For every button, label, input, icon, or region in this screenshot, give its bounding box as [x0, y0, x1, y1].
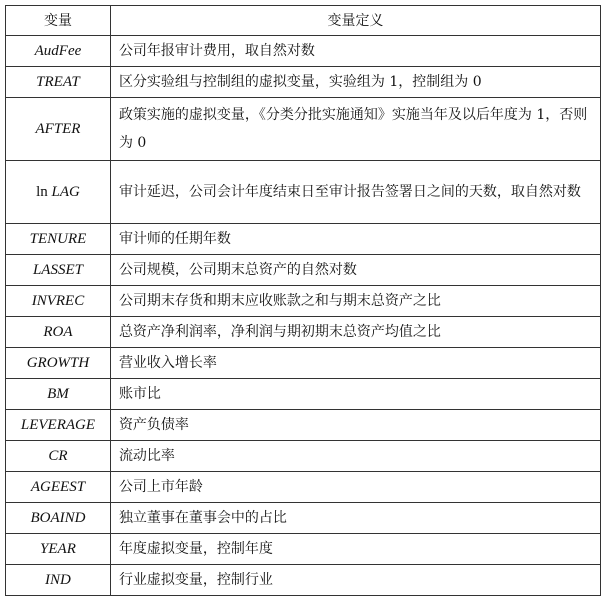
variable-symbol: AudFee — [34, 43, 82, 59]
variable-symbol: TENURE — [29, 231, 87, 247]
variable-definition: 公司规模，公司期末总资产的自然对数 — [110, 255, 600, 286]
table-row — [6, 503, 601, 534]
table-row — [6, 67, 601, 98]
variable-symbol: AGEEST — [30, 479, 86, 495]
variable-definition: 公司上市年龄 — [110, 472, 600, 503]
table-row — [6, 472, 601, 503]
variable-name — [6, 565, 111, 596]
variable-definition: 公司期末存货和期末应收账款之和与期末总资产之比 — [110, 286, 600, 317]
table-row — [6, 36, 601, 67]
variable-name — [6, 410, 111, 441]
variable-name — [6, 534, 111, 565]
table-row — [6, 255, 601, 286]
variable-definition: 审计延迟，公司会计年度结束日至审计报告签署日之间的天数，取自然对数 — [110, 161, 600, 224]
variable-symbol: AFTER — [35, 121, 81, 137]
variable-name — [6, 503, 111, 534]
variable-definition: 审计师的任期年数 — [110, 224, 600, 255]
variable-name — [6, 98, 111, 161]
variable-name — [6, 67, 111, 98]
variable-definition: 资产负债率 — [110, 410, 600, 441]
variable-definition-table — [5, 5, 601, 596]
variable-symbol: TREAT — [36, 74, 80, 90]
variable-definition: 账市比 — [110, 379, 600, 410]
variable-name — [6, 317, 111, 348]
table-header-row — [6, 6, 601, 36]
table-row — [6, 534, 601, 565]
header-definition: 变量定义 — [110, 6, 600, 36]
table-row — [6, 161, 601, 224]
variable-name — [6, 161, 111, 224]
variable-symbol: INVREC — [31, 293, 85, 309]
variable-name — [6, 255, 111, 286]
variable-definition: 政策实施的虚拟变量，《分类分批实施通知》实施当年及以后年度为 1，否则为 0 — [110, 98, 600, 161]
variable-symbol: YEAR — [40, 541, 76, 557]
variable-symbol: LASSET — [32, 262, 83, 278]
variable-definition: 营业收入增长率 — [110, 348, 600, 379]
variable-definition: 流动比率 — [110, 441, 600, 472]
variable-name — [6, 286, 111, 317]
table-row — [6, 98, 601, 161]
table-row — [6, 224, 601, 255]
variable-name — [6, 379, 111, 410]
variable-definition: 总资产净利润率，净利润与期初期末总资产均值之比 — [110, 317, 600, 348]
variable-definition: 公司年报审计费用，取自然对数 — [110, 36, 600, 67]
variable-name — [6, 472, 111, 503]
variable-symbol: BOAIND — [30, 510, 86, 526]
variable-name — [6, 348, 111, 379]
table-row — [6, 348, 601, 379]
table-row — [6, 441, 601, 472]
header-variable: 变量 — [6, 6, 111, 36]
variable-definition: 独立董事在董事会中的占比 — [110, 503, 600, 534]
table-row — [6, 317, 601, 348]
variable-definition: 年度虚拟变量，控制年度 — [110, 534, 600, 565]
variable-symbol: LAG — [51, 184, 80, 200]
variable-symbol: ROA — [43, 324, 73, 340]
variable-symbol: CR — [48, 448, 68, 464]
variable-name — [6, 36, 111, 67]
table-row — [6, 565, 601, 596]
variable-symbol: BM — [47, 386, 69, 402]
table-row — [6, 410, 601, 441]
variable-prefix: ln — [36, 184, 52, 200]
variable-symbol: GROWTH — [26, 355, 90, 371]
table-row — [6, 379, 601, 410]
variable-definition: 行业虚拟变量，控制行业 — [110, 565, 600, 596]
variable-name — [6, 441, 111, 472]
variable-symbol: LEVERAGE — [20, 417, 96, 433]
table-row — [6, 286, 601, 317]
variable-symbol: IND — [45, 572, 71, 588]
variable-name — [6, 224, 111, 255]
variable-definition: 区分实验组与控制组的虚拟变量，实验组为 1，控制组为 0 — [110, 67, 600, 98]
